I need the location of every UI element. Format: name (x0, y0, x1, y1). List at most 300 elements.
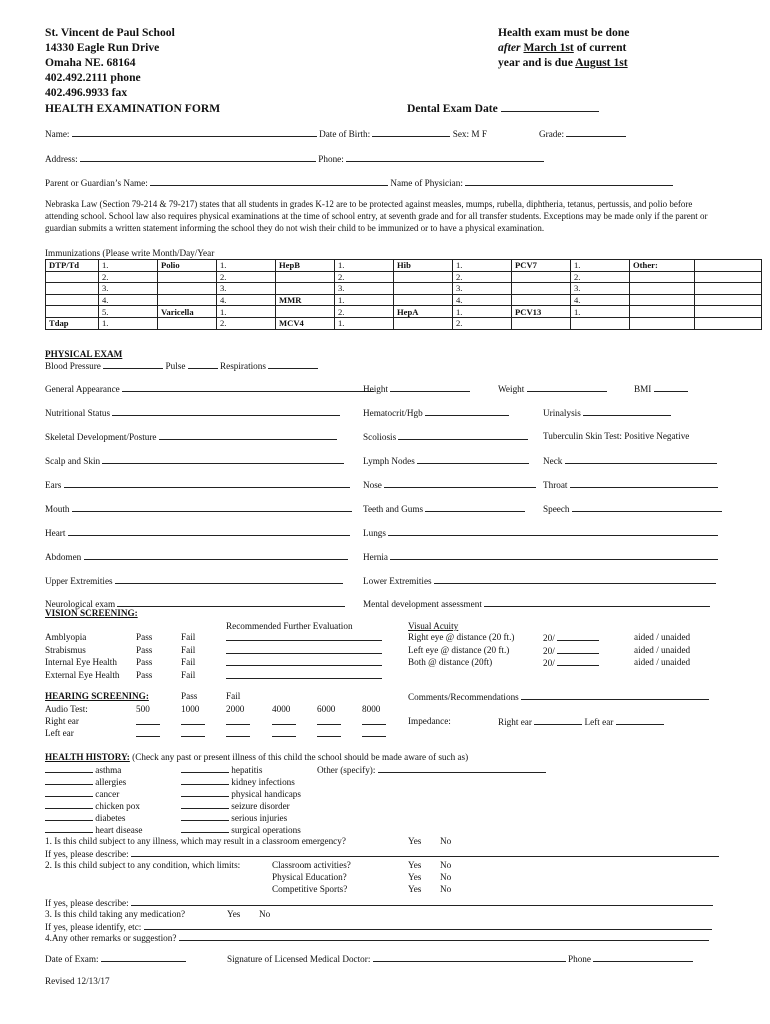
dose-cell[interactable]: 2. (217, 317, 276, 329)
guardian-row (45, 177, 673, 189)
ears-label: Ears (45, 480, 62, 490)
exam-field-group (363, 383, 470, 395)
general-appearance-field[interactable] (122, 383, 374, 392)
q3-identify (45, 921, 712, 933)
impedance-row (408, 716, 451, 727)
frequency-header (272, 704, 290, 715)
vaccine-name: HepB (276, 260, 335, 272)
exam-field-group (363, 598, 710, 610)
dose-cell[interactable]: 4. (453, 294, 512, 306)
vaccine-name (630, 271, 695, 283)
exam-field-group (543, 431, 689, 442)
acuity-ratio-label: 20/ (543, 658, 555, 668)
frequency-header (136, 704, 150, 715)
skeletal-field[interactable] (159, 431, 337, 440)
vaccine-name (630, 283, 695, 295)
dose-cell[interactable] (695, 317, 762, 329)
ears-field[interactable] (64, 479, 350, 488)
vaccine-name: HepA (394, 306, 453, 318)
school-street: 14330 Eagle Run Drive (45, 41, 160, 54)
vaccine-name: Varicella (158, 306, 217, 318)
vision-pass-option: Pass (136, 632, 153, 642)
vision-test-label (45, 632, 86, 643)
dose-cell[interactable]: 2. (335, 271, 394, 283)
dose-cell[interactable]: 3. (571, 283, 630, 295)
history-check-field[interactable] (45, 788, 93, 797)
left-ear-field[interactable] (226, 728, 250, 737)
q1-row (45, 836, 346, 847)
dose-cell[interactable]: 2. (453, 317, 512, 329)
right-ear-label: Right ear (45, 716, 79, 726)
vaccine-name (46, 294, 99, 306)
dose-cell[interactable]: 3. (335, 283, 394, 295)
dose-cell[interactable]: 3. (217, 283, 276, 295)
immunization-row (46, 283, 762, 295)
impedance-ears (498, 716, 664, 728)
name-field[interactable] (72, 128, 317, 137)
weight-field[interactable] (527, 383, 607, 392)
dental-exam (407, 101, 599, 116)
q1-yes (408, 836, 421, 847)
other-row (317, 764, 546, 776)
vaccine-name (394, 294, 453, 306)
height-field[interactable] (390, 383, 470, 392)
history-condition-label: serious injuries (231, 813, 288, 823)
q2-describe-label: If yes, please describe: (45, 898, 129, 908)
notice-after: after (498, 41, 521, 54)
phone-field[interactable] (346, 153, 544, 162)
q2-describe-field[interactable] (131, 897, 713, 906)
vaccine-name: Other: (630, 260, 695, 272)
dose-cell[interactable]: 1. (571, 260, 630, 272)
vision-fail (181, 632, 195, 643)
guardian-field[interactable] (150, 177, 388, 186)
q2-describe (45, 897, 713, 909)
scalp-skin-field[interactable] (102, 455, 344, 464)
visual-acuity-title: Visual Acuity (408, 621, 459, 631)
vision-eval-field[interactable] (226, 632, 382, 641)
q1-yes-option: Yes (408, 836, 422, 846)
speech-label: Speech (543, 504, 570, 514)
left-ear-cell (226, 728, 250, 740)
vision-fail (181, 657, 195, 668)
vaccine-name (276, 283, 335, 295)
scalp-skin-label: Scalp and Skin (45, 456, 101, 466)
tb-positive-option: Positive (624, 431, 654, 441)
history-item (45, 764, 121, 776)
dose-cell[interactable]: 1. (99, 317, 158, 329)
exam-field-group (543, 479, 718, 491)
neck-label: Neck (543, 456, 563, 466)
q1-describe-field[interactable] (131, 848, 719, 857)
history-condition-label: hepatitis (231, 765, 263, 775)
vision-test-name: External Eye Health (45, 669, 120, 680)
bmi-field[interactable] (654, 383, 688, 392)
immunization-row (46, 271, 762, 283)
dose-cell[interactable]: 4. (571, 294, 630, 306)
abdomen-field[interactable] (84, 551, 348, 560)
vaccine-name (394, 271, 453, 283)
dose-cell[interactable]: 2. (99, 271, 158, 283)
bp-label: Blood Pressure (45, 361, 101, 371)
q3-row (45, 909, 185, 920)
dose-cell[interactable]: 1. (453, 306, 512, 318)
hematocrit-field[interactable] (425, 407, 509, 416)
dose-cell[interactable]: 3. (99, 283, 158, 295)
vision-eval (226, 657, 382, 669)
history-condition-label: diabetes (95, 813, 126, 823)
vaccine-name (46, 306, 99, 318)
history-check-field[interactable] (45, 800, 93, 809)
neuro-exam-field[interactable] (117, 598, 345, 607)
q3-no (259, 909, 270, 920)
heart-label: Heart (45, 528, 66, 538)
q2-item-label: Classroom activities? (272, 860, 351, 870)
pulse-field[interactable] (188, 360, 218, 369)
immunization-table (45, 259, 762, 330)
dose-cell[interactable]: 5. (99, 306, 158, 318)
q2-no (440, 860, 451, 871)
impedance-right-field[interactable] (534, 716, 582, 725)
acuity-both-label: Both @ distance (20ft) (408, 657, 493, 667)
hearing-fail-option: Fail (226, 691, 241, 701)
vaccine-name: DTP/Td (46, 260, 99, 272)
q2-row (45, 860, 240, 871)
comments-field[interactable] (521, 691, 709, 700)
dose-cell[interactable]: 2. (335, 306, 394, 318)
immunization-row (46, 260, 762, 272)
history-item (181, 764, 262, 776)
neck-field[interactable] (565, 455, 717, 464)
dose-cell[interactable] (571, 317, 630, 329)
dose-cell[interactable]: 3. (453, 283, 512, 295)
aided-unaided-option: aided / unaided (634, 632, 691, 642)
right-ear-field[interactable] (226, 716, 250, 725)
acuity-ratio (543, 645, 599, 657)
dose-cell[interactable] (695, 283, 762, 295)
vision-eval-field[interactable] (226, 670, 382, 679)
acuity-right-field[interactable] (557, 632, 599, 641)
hearing-pass (181, 691, 197, 702)
vision-fail (181, 645, 195, 656)
q1-no (440, 836, 451, 847)
footer-phone-field[interactable] (593, 953, 693, 962)
mouth-label: Mouth (45, 504, 70, 514)
dose-cell[interactable]: 1. (335, 294, 394, 306)
vaccine-name: MMR (276, 294, 335, 306)
school-city: Omaha NE. 68164 (45, 56, 136, 69)
q1-no-option: No (440, 836, 452, 846)
history-check-field[interactable] (45, 764, 93, 773)
q2-yes (408, 872, 421, 883)
vaccine-name (158, 294, 217, 306)
acuity-both-field[interactable] (557, 657, 599, 666)
dose-cell[interactable]: 1. (453, 260, 512, 272)
vaccine-name: Polio (158, 260, 217, 272)
neuro-exam-label: Neurological exam (45, 599, 116, 609)
vision-pass-option: Pass (136, 669, 153, 680)
history-check-field[interactable] (181, 824, 229, 833)
notice-march: March 1st (523, 41, 574, 54)
q2-yes-option: Yes (408, 872, 422, 882)
height-label: Height (363, 384, 389, 394)
q3-yes-option: Yes (227, 909, 241, 919)
heart-field[interactable] (68, 527, 350, 536)
bp-field[interactable] (103, 360, 163, 369)
history-check-field[interactable] (45, 776, 93, 785)
dose-cell[interactable] (695, 271, 762, 283)
dose-cell[interactable] (695, 260, 762, 272)
left-ear-label: Left ear (45, 728, 74, 738)
other-specify-field[interactable] (378, 764, 546, 773)
history-check-field[interactable] (181, 776, 229, 785)
history-condition-label: physical handicaps (231, 789, 301, 799)
frequency-label: 4000 (272, 704, 291, 714)
school-name: St. Vincent de Paul School (45, 26, 175, 39)
left-ear-field[interactable] (181, 728, 205, 737)
aided-unaided-option: aided / unaided (634, 657, 691, 667)
dob-field[interactable] (372, 128, 450, 137)
urinalysis-field[interactable] (583, 407, 671, 416)
frequency-header (317, 704, 335, 715)
nose-field[interactable] (384, 479, 536, 488)
audio-test-label: Audio Test: (45, 704, 88, 714)
impedance-label: Impedance: (408, 716, 451, 726)
lower-extremities-label: Lower Extremities (363, 576, 432, 586)
dob-label: Date of Birth: (319, 129, 371, 139)
acuity-aided (634, 645, 690, 656)
mental-dev-field[interactable] (484, 598, 710, 607)
history-check-field[interactable] (45, 824, 93, 833)
dental-date-field[interactable] (501, 103, 599, 112)
hearing-fail (226, 691, 240, 702)
exam-row (45, 527, 350, 539)
vision-pass-option: Pass (136, 644, 153, 655)
left-ear-cell (181, 728, 205, 740)
vaccine-name (276, 306, 335, 318)
throat-field[interactable] (570, 479, 718, 488)
acuity-right-label: Right eye @ distance (20 ft.) (408, 632, 515, 642)
q3-yes (227, 909, 240, 920)
history-condition-label: chicken pox (95, 801, 140, 811)
right-ear-cell (181, 716, 205, 728)
q3-identify-field[interactable] (144, 921, 712, 930)
history-condition-label: asthma (95, 765, 122, 775)
exam-field-group (634, 383, 688, 395)
frequency-label: 500 (136, 704, 150, 714)
right-ear-cell (272, 716, 296, 728)
lungs-label: Lungs (363, 528, 386, 538)
guardian-label: Parent or Guardian’s Name: (45, 178, 148, 188)
nutritional-status-field[interactable] (112, 407, 340, 416)
speech-field[interactable] (572, 503, 722, 512)
question-3: 3. Is this child taking any medication? (45, 909, 186, 919)
vision-eval-field[interactable] (226, 657, 382, 666)
vaccine-name (630, 294, 695, 306)
right-ear-cell (136, 716, 160, 728)
upper-extremities-field[interactable] (115, 575, 343, 584)
q4-field[interactable] (179, 932, 709, 941)
history-condition-label: allergies (95, 777, 127, 787)
impedance-left-field[interactable] (616, 716, 664, 725)
nutritional-status-label: Nutritional Status (45, 408, 111, 418)
footer-phone-label: Phone (567, 954, 591, 964)
vision-pass (136, 645, 152, 656)
q2-item-label: Physical Education? (272, 872, 347, 882)
right-ear-field[interactable] (181, 716, 205, 725)
address-label: Address: (45, 154, 78, 164)
exam-row (45, 431, 337, 443)
school-fax: 402.496.9933 fax (45, 86, 128, 99)
question-4: 4.Any other remarks or suggestion? (45, 933, 177, 943)
audio-test-row (45, 704, 88, 715)
form-title: HEALTH EXAMINATION FORM (45, 102, 221, 115)
vaccine-name (158, 271, 217, 283)
right-ear-field[interactable] (317, 716, 341, 725)
notice-of-current: of current (576, 41, 627, 54)
exam-row (45, 551, 348, 563)
vision-test-label (45, 645, 86, 656)
right-ear-cell (362, 716, 386, 728)
acuity-aided (634, 657, 690, 668)
address-field[interactable] (80, 153, 316, 162)
vaccine-name (512, 283, 571, 295)
exam-row (45, 598, 345, 610)
comments-label: Comments/Recommendations (408, 692, 519, 702)
exam-field-group (363, 551, 718, 563)
vaccine-name: PCV7 (512, 260, 571, 272)
right-ear-field[interactable] (136, 716, 160, 725)
bmi-label: BMI (634, 384, 652, 394)
left-ear-row (45, 728, 74, 739)
exam-field-group (363, 527, 718, 539)
dose-cell[interactable]: 4. (99, 294, 158, 306)
acuity-row (408, 645, 509, 656)
mouth-field[interactable] (72, 503, 352, 512)
lymph-nodes-field[interactable] (417, 455, 529, 464)
left-ear-cell (272, 728, 296, 740)
exam-date-label: Date of Exam: (45, 954, 99, 964)
teeth-gums-field[interactable] (425, 503, 525, 512)
q2-yes (408, 860, 421, 871)
left-ear-field[interactable] (317, 728, 341, 737)
notice-due: year and is due (498, 56, 573, 69)
dose-cell[interactable]: 1. (335, 260, 394, 272)
history-condition-label: surgical operations (231, 825, 301, 835)
dose-cell[interactable]: 2. (571, 271, 630, 283)
vitals-row (45, 360, 318, 372)
lower-extremities-field[interactable] (434, 575, 716, 584)
dose-cell[interactable]: 1. (571, 306, 630, 318)
comments-row (408, 691, 709, 703)
history-check-field[interactable] (181, 764, 229, 773)
right-ear-field[interactable] (362, 716, 386, 725)
vaccine-name (394, 317, 453, 329)
address-row (45, 153, 544, 165)
dose-cell[interactable]: 1. (99, 260, 158, 272)
q1-describe (45, 848, 719, 860)
history-condition-label: heart disease (95, 825, 143, 835)
resp-field[interactable] (268, 360, 318, 369)
dose-cell[interactable]: 1. (217, 306, 276, 318)
q2-no-option: No (440, 872, 452, 882)
dose-cell[interactable] (695, 306, 762, 318)
vaccine-name (394, 283, 453, 295)
abdomen-label: Abdomen (45, 552, 82, 562)
notice-line1: Health exam must be done (498, 26, 630, 39)
history-check-field[interactable] (181, 788, 229, 797)
history-check-field[interactable] (181, 800, 229, 809)
exam-row (45, 479, 350, 491)
history-item (45, 776, 126, 788)
acuity-row (408, 632, 514, 643)
vaccine-name: Hib (394, 260, 453, 272)
vaccine-name (276, 271, 335, 283)
exam-date-field[interactable] (101, 953, 186, 962)
vision-eval (226, 670, 382, 682)
dose-cell[interactable]: 2. (217, 271, 276, 283)
history-item (45, 788, 119, 800)
dose-cell[interactable]: 1. (335, 317, 394, 329)
left-ear-field[interactable] (136, 728, 160, 737)
grade-field[interactable] (566, 128, 626, 137)
vaccine-name (630, 317, 695, 329)
scoliosis-field[interactable] (398, 431, 528, 440)
left-ear-field[interactable] (272, 728, 296, 737)
lungs-field[interactable] (388, 527, 718, 536)
exam-field-group (543, 503, 722, 515)
scoliosis-label: Scoliosis (363, 432, 397, 442)
history-check-field[interactable] (181, 812, 229, 821)
acuity-ratio-label: 20/ (543, 645, 555, 656)
vision-pass-option: Pass (136, 657, 153, 667)
acuity-left-field[interactable] (557, 645, 599, 654)
hernia-field[interactable] (390, 551, 718, 560)
aided-unaided-option: aided / unaided (634, 644, 691, 655)
signature-row (227, 953, 693, 965)
hearing-title-row (45, 691, 149, 702)
q1-describe-label: If yes, please describe: (45, 849, 129, 859)
impedance-right-label: Right ear (498, 717, 532, 727)
dose-cell[interactable]: 1. (217, 260, 276, 272)
vision-eval-field[interactable] (226, 645, 382, 654)
exam-row (45, 575, 343, 587)
left-ear-field[interactable] (362, 728, 386, 737)
vision-pass (136, 657, 152, 668)
dose-cell[interactable]: 4. (217, 294, 276, 306)
history-check-field[interactable] (45, 812, 93, 821)
vaccine-name (46, 283, 99, 295)
exam-field-group (543, 407, 671, 419)
resp-label: Respirations (220, 361, 266, 371)
hematocrit-label: Hematocrit/Hgb (363, 408, 423, 418)
q2-no-option: No (440, 860, 452, 870)
vaccine-name (630, 306, 695, 318)
right-ear-field[interactable] (272, 716, 296, 725)
dose-cell[interactable]: 2. (453, 271, 512, 283)
physician-field[interactable] (465, 177, 673, 186)
vision-fail-option: Fail (181, 644, 196, 655)
notice-line2 (498, 40, 626, 55)
exam-row (45, 503, 352, 515)
dose-cell[interactable] (695, 294, 762, 306)
acuity-left-label: Left eye @ distance (20 ft.) (408, 644, 510, 655)
signature-field[interactable] (373, 953, 566, 962)
exam-field-group (363, 407, 509, 419)
left-ear-cell (362, 728, 386, 740)
q2-item (272, 872, 347, 883)
tb-negative-option: Negative (656, 431, 690, 441)
